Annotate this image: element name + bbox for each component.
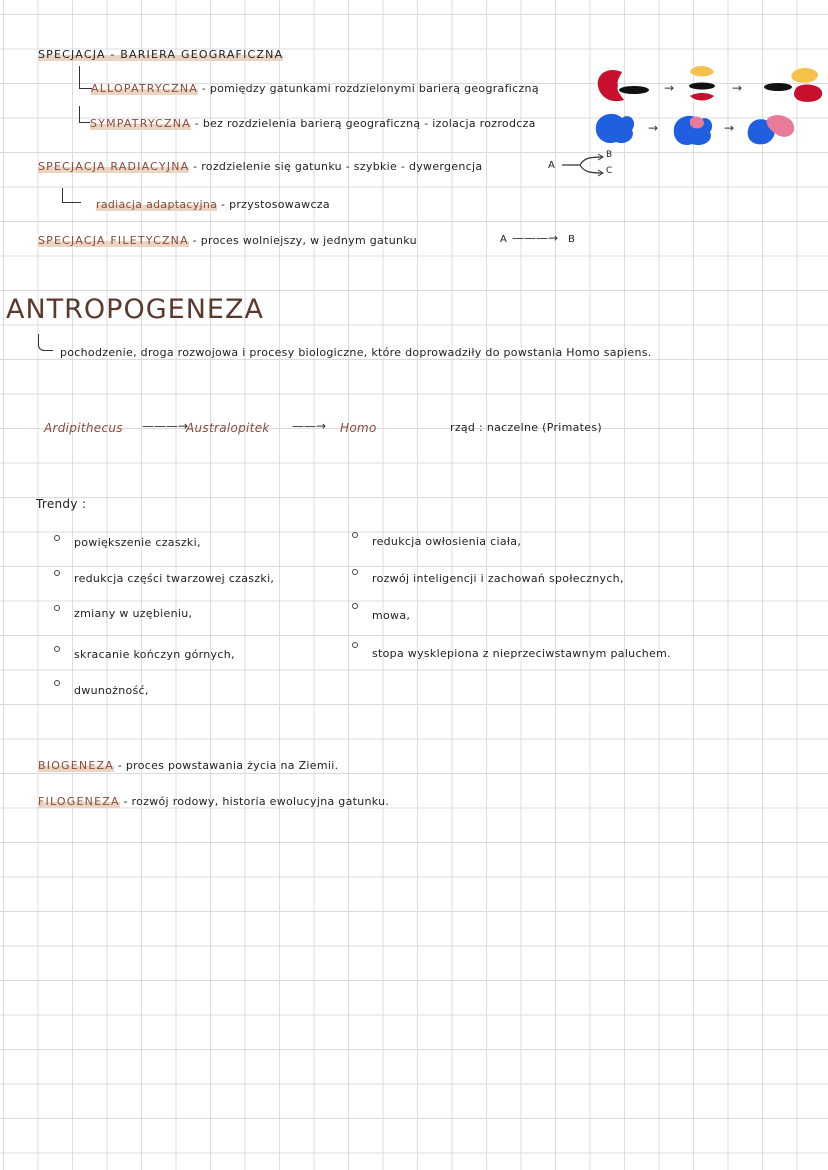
- radiation-label-a: A: [548, 160, 556, 171]
- trend-right-2: rozwój inteligencji i zachowań społecznych,: [372, 572, 624, 585]
- allopatric-row: [91, 82, 539, 95]
- arrow-4: →: [724, 121, 735, 135]
- bullet: [54, 605, 60, 611]
- red-population-shape: [598, 70, 624, 101]
- bullet: [54, 535, 60, 541]
- anthropogenesis-title: ANTROPOGENEZA: [6, 294, 264, 325]
- trends-label: Trendy :: [36, 497, 87, 511]
- bullet: [352, 603, 358, 609]
- phyletic-arrow: ———→: [512, 231, 559, 245]
- trend-left-4: skracanie kończyn górnych,: [74, 648, 235, 661]
- radiation-row: [38, 160, 482, 173]
- fork-branch-up: [580, 157, 602, 165]
- radiation-definition: - rozdzielenie się gatunku - szybkie - dywergencja: [193, 160, 483, 173]
- barrier-black-bar: [619, 86, 649, 94]
- blue-population-shape: [596, 114, 634, 143]
- adaptive-term: radiacja adaptacyjna: [96, 198, 218, 211]
- phylogenesis-definition: - rozwój rodowy, historia ewolucyjna gatunku.: [123, 795, 390, 808]
- trend-left-5: dwunożność,: [74, 684, 149, 697]
- bullet: [352, 642, 358, 648]
- lineage-arrow-1: ———→: [142, 419, 189, 433]
- branch-hook-adaptive: [62, 188, 81, 203]
- red-population-split: [690, 93, 714, 101]
- allopatric-term: ALLOPATRYCZNA: [91, 82, 198, 95]
- lineage-homo: Homo: [340, 421, 377, 435]
- phyletic-label-b: B: [568, 234, 576, 245]
- lineage-arrow-2: ——→: [292, 419, 327, 433]
- biogenesis-definition: - proces powstawania życia na Ziemii.: [117, 759, 339, 772]
- adaptive-row: [96, 198, 330, 211]
- arrow-2: →: [732, 81, 743, 95]
- phylogenesis-row: [38, 795, 389, 808]
- barrier-black-bar-3: [764, 83, 792, 91]
- red-species-shape: [794, 85, 822, 102]
- phyletic-row: [38, 234, 417, 247]
- adaptive-definition: - przystosowawcza: [221, 198, 330, 211]
- trend-left-2: redukcja części twarzowej czaszki,: [74, 572, 275, 585]
- definition-hook: [38, 334, 53, 351]
- yellow-species-shape: [791, 68, 818, 83]
- bullet: [54, 570, 60, 576]
- phyletic-term: SPECJACJA FILETYCZNA: [38, 234, 189, 247]
- biogenesis-row: [38, 759, 338, 772]
- sympatric-term: SYMPATRYCZNA: [90, 117, 191, 130]
- sympatric-illustration: [592, 108, 828, 152]
- trend-left-1: powiększenie czaszki,: [74, 536, 201, 549]
- radiation-fork-diagram: [562, 152, 612, 178]
- geo-speciation-heading: SPECJACJA - BARIERA GEOGRAFICZNA: [38, 48, 284, 61]
- arrow-3: →: [648, 121, 659, 135]
- arrow-1: →: [664, 81, 675, 95]
- bullet: [352, 532, 358, 538]
- bullet: [352, 569, 358, 575]
- barrier-black-bar-2: [689, 83, 715, 90]
- order-label: rząd : naczelne (Primates): [450, 421, 602, 434]
- allopatric-illustration: [592, 62, 828, 112]
- allopatric-definition: - pomiędzy gatunkami rozdzielonymi barierą geograficzną: [201, 82, 539, 95]
- lineage-ardipithecus: Ardipithecus: [44, 421, 123, 435]
- phyletic-label-a: A: [500, 234, 508, 245]
- radiation-term: SPECJACJA RADIACYJNA: [38, 160, 190, 173]
- sympatric-definition: - bez rozdzielenia barierą geograficzną - izolacja rozrodcza: [194, 117, 536, 130]
- fork-branch-down: [580, 165, 602, 173]
- sympatric-row: [90, 117, 536, 130]
- yellow-population-shape: [690, 66, 714, 77]
- pink-subgroup-shape: [690, 117, 704, 129]
- bullet: [54, 646, 60, 652]
- branch-hook-sympatric: [79, 106, 90, 123]
- phyletic-definition: - proces wolniejszy, w jednym gatunku: [192, 234, 417, 247]
- radiation-label-b: B: [606, 150, 613, 160]
- anthropogenesis-definition: pochodzenie, droga rozwojowa i procesy biologiczne, które doprowadziły do powstania Homo sapiens.: [60, 346, 652, 359]
- phylogenesis-term: FILOGENEZA: [38, 795, 120, 808]
- lineage-australopitek: Australopitek: [186, 421, 270, 435]
- trend-left-3: zmiany w uzębieniu,: [74, 607, 193, 620]
- biogenesis-term: BIOGENEZA: [38, 759, 114, 772]
- bullet: [54, 680, 60, 686]
- trend-right-1: redukcja owłosienia ciała,: [372, 535, 522, 548]
- radiation-label-c: C: [606, 166, 613, 176]
- trend-right-3: mowa,: [372, 609, 411, 622]
- trend-right-4: stopa wysklepiona z nieprzeciwstawnym paluchem.: [372, 647, 671, 660]
